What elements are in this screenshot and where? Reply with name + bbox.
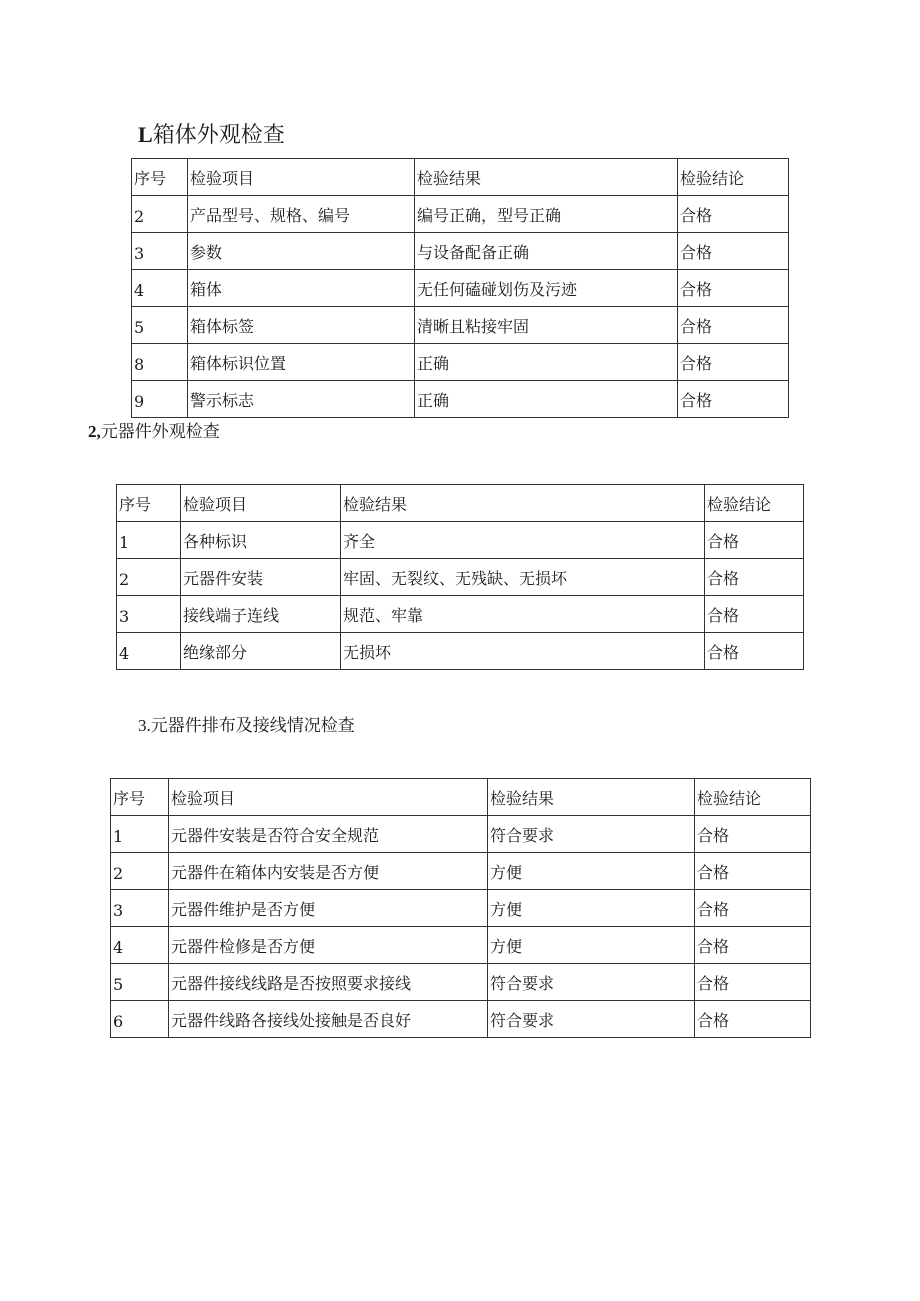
cell-seq: 2	[111, 853, 169, 890]
cell-result: 无任何磕碰划伤及污迹	[415, 270, 678, 307]
cell-result: 正确	[415, 344, 678, 381]
table-row	[117, 633, 804, 670]
header-cell-seq: 序号	[132, 159, 188, 196]
table-row	[132, 381, 789, 418]
table-row	[117, 596, 804, 633]
cell-item: 参数	[188, 233, 415, 270]
cell-item: 产品型号、规格、编号	[188, 196, 415, 233]
table-row	[132, 307, 789, 344]
cell-seq: 3	[132, 233, 188, 270]
cell-item: 箱体标识位置	[188, 344, 415, 381]
cell-conclusion: 合格	[695, 964, 811, 1001]
cell-item: 元器件安装	[181, 559, 341, 596]
cell-item: 元器件线路各接线处接触是否良好	[169, 1001, 488, 1038]
header-cell-conclusion: 检验结论	[695, 779, 811, 816]
cell-seq: 3	[117, 596, 181, 633]
cell-seq: 3	[111, 890, 169, 927]
header-cell-seq: 序号	[111, 779, 169, 816]
cell-conclusion: 合格	[678, 270, 789, 307]
cell-item: 各种标识	[181, 522, 341, 559]
cell-seq: 4	[132, 270, 188, 307]
cell-result: 方便	[488, 853, 695, 890]
cell-result: 规范、牢靠	[341, 596, 705, 633]
section-3-title: 元器件排布及接线情况检查	[150, 716, 355, 736]
cell-seq: 9	[132, 381, 188, 418]
cell-conclusion: 合格	[678, 381, 789, 418]
cell-item: 元器件检修是否方便	[169, 927, 488, 964]
cell-result: 方便	[488, 890, 695, 927]
header-cell-seq: 序号	[117, 485, 181, 522]
cell-item: 箱体	[188, 270, 415, 307]
cell-result: 齐全	[341, 522, 705, 559]
cell-conclusion: 合格	[695, 816, 811, 853]
cell-seq: 4	[111, 927, 169, 964]
cell-conclusion: 合格	[678, 233, 789, 270]
header-cell-conclusion: 检验结论	[678, 159, 789, 196]
cell-seq: 2	[117, 559, 181, 596]
header-cell-item: 检验项目	[188, 159, 415, 196]
header-cell-result: 检验结果	[488, 779, 695, 816]
cell-conclusion: 合格	[695, 927, 811, 964]
section-2-heading	[88, 423, 220, 441]
section-3-number: 3.	[138, 716, 151, 735]
table-row	[111, 964, 811, 1001]
cell-result: 清晰且粘接牢固	[415, 307, 678, 344]
table-row	[117, 522, 804, 559]
header-cell-item: 检验项目	[169, 779, 488, 816]
table-row	[132, 270, 789, 307]
table-row	[111, 1001, 811, 1038]
section-3-heading	[138, 717, 355, 735]
section-2-table	[116, 484, 804, 670]
cell-seq: 6	[111, 1001, 169, 1038]
cell-result: 符合要求	[488, 816, 695, 853]
table-row	[117, 559, 804, 596]
cell-conclusion: 合格	[705, 596, 804, 633]
cell-seq: 5	[111, 964, 169, 1001]
table-row	[111, 927, 811, 964]
cell-item: 接线端子连线	[181, 596, 341, 633]
cell-item: 元器件在箱体内安装是否方便	[169, 853, 488, 890]
cell-conclusion: 合格	[678, 307, 789, 344]
table-row	[132, 233, 789, 270]
table-row	[111, 816, 811, 853]
cell-result: 牢固、无裂纹、无残缺、无损坏	[341, 559, 705, 596]
table-header-row	[132, 159, 789, 196]
cell-seq: 4	[117, 633, 181, 670]
cell-item: 元器件接线线路是否按照要求接线	[169, 964, 488, 1001]
cell-conclusion: 合格	[695, 890, 811, 927]
header-cell-result: 检验结果	[415, 159, 678, 196]
table-row	[132, 196, 789, 233]
cell-item: 元器件安装是否符合安全规范	[169, 816, 488, 853]
cell-item: 绝缘部分	[181, 633, 341, 670]
cell-conclusion: 合格	[678, 196, 789, 233]
cell-result: 方便	[488, 927, 695, 964]
section-1-table	[131, 158, 789, 418]
table-header-row	[111, 779, 811, 816]
cell-conclusion: 合格	[695, 853, 811, 890]
cell-result: 符合要求	[488, 964, 695, 1001]
table-row	[111, 890, 811, 927]
cell-item: 箱体标签	[188, 307, 415, 344]
cell-result: 符合要求	[488, 1001, 695, 1038]
cell-result: 编号正确，型号正确	[415, 196, 678, 233]
section-2-title: 元器件外观检查	[100, 422, 220, 442]
section-2-number: 2,	[88, 422, 101, 441]
cell-seq: 1	[111, 816, 169, 853]
cell-seq: 2	[132, 196, 188, 233]
section-3-table	[110, 778, 811, 1038]
table-row	[132, 344, 789, 381]
table-header-row	[117, 485, 804, 522]
cell-conclusion: 合格	[705, 633, 804, 670]
section-1-title: 箱体外观检查	[152, 123, 285, 148]
cell-seq: 5	[132, 307, 188, 344]
cell-conclusion: 合格	[678, 344, 789, 381]
cell-conclusion: 合格	[705, 522, 804, 559]
section-1-number: L	[138, 122, 153, 147]
header-cell-result: 检验结果	[341, 485, 705, 522]
cell-conclusion: 合格	[705, 559, 804, 596]
cell-seq: 1	[117, 522, 181, 559]
header-cell-conclusion: 检验结论	[705, 485, 804, 522]
table-row	[111, 853, 811, 890]
cell-seq: 8	[132, 344, 188, 381]
cell-item: 警示标志	[188, 381, 415, 418]
cell-result: 无损坏	[341, 633, 705, 670]
cell-conclusion: 合格	[695, 1001, 811, 1038]
cell-result: 与设备配备正确	[415, 233, 678, 270]
cell-result: 正确	[415, 381, 678, 418]
section-1-heading	[138, 124, 285, 147]
header-cell-item: 检验项目	[181, 485, 341, 522]
cell-item: 元器件维护是否方便	[169, 890, 488, 927]
